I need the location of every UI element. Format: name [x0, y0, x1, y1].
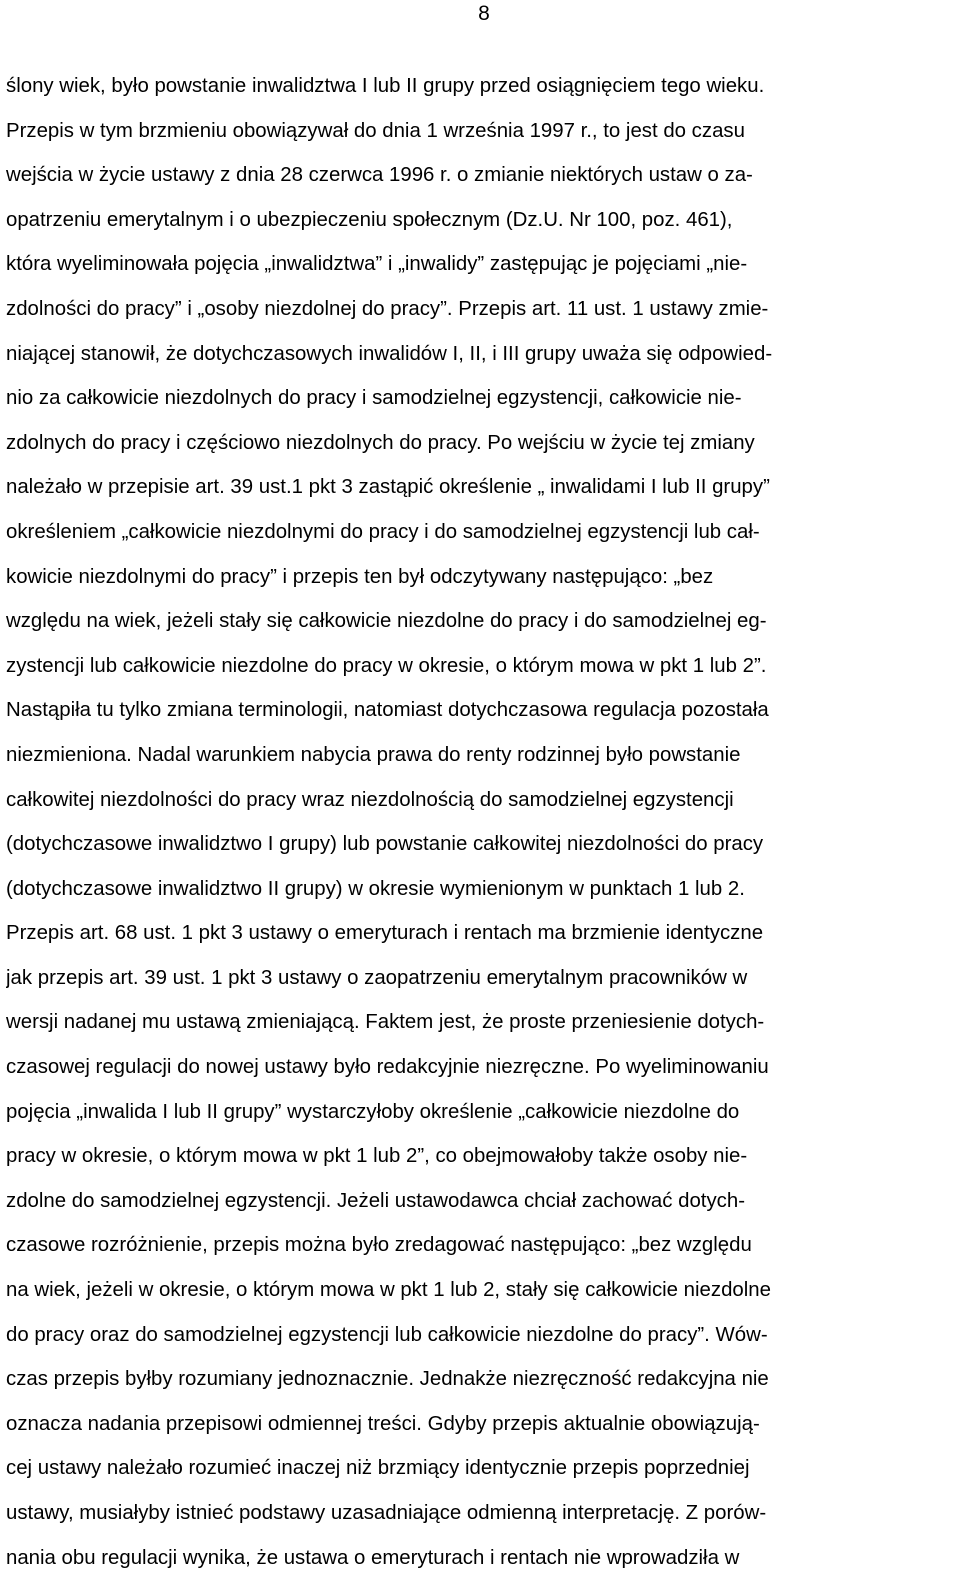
- text-line: względu na wiek, jeżeli stały się całkowicie niezdolne do pracy i do samodzielnej eg-: [6, 610, 767, 633]
- text-line: (dotychczasowe inwalidztwo I grupy) lub powstanie całkowitej niezdolności do pracy: [6, 833, 764, 856]
- text-line: Przepis art. 68 ust. 1 pkt 3 ustawy o emeryturach i rentach ma brzmienie identyczne: [6, 922, 764, 945]
- text-line: ślony wiek, było powstanie inwalidztwa I lub II grupy przed osiągnięciem tego wieku.: [6, 75, 765, 97]
- text-line: która wyeliminowała pojęcia „inwalidztwa” i „inwalidy” zastępując je pojęciami „nie-: [6, 253, 748, 276]
- text-line: do pracy oraz do samodzielnej egzystencji lub całkowicie niezdolne do pracy”. Wów-: [6, 1323, 768, 1346]
- text-line: pracy w okresie, o którym mowa w pkt 1 lub 2”, co obejmowałoby także osoby nie-: [6, 1145, 748, 1168]
- text-line: wersji nadanej mu ustawą zmieniającą. Faktem jest, że proste przeniesienie dotych-: [6, 1011, 765, 1034]
- text-line: zdolnych do pracy i częściowo niezdolnych do pracy. Po wejściu w życie tej zmiany: [6, 431, 755, 454]
- text-line: ustawy, musiałyby istnieć podstawy uzasadniające odmienną interpretację. Z porów-: [6, 1502, 767, 1524]
- text-line: na wiek, jeżeli w okresie, o którym mowa w pkt 1 lub 2, stały się całkowicie niezdolne: [6, 1279, 771, 1302]
- text-line: Nastąpiła tu tylko zmiana terminologii, natomiast dotychczasowa regulacja pozostała: [6, 699, 769, 722]
- text-line: wejścia w życie ustawy z dnia 28 czerwca 1996 r. o zmianie niektórych ustaw o za-: [6, 164, 753, 187]
- text-line: całkowitej niezdolności do pracy wraz niezdolnością do samodzielnej egzystencji: [6, 788, 734, 811]
- text-line: pojęcia „inwalida I lub II grupy” wystarczyłoby określenie „całkowicie niezdolne do: [6, 1100, 740, 1123]
- text-line: czasowe rozróżnienie, przepis można było zredagować następująco: „bez względu: [6, 1234, 752, 1257]
- text-line: Przepis w tym brzmieniu obowiązywał do dnia 1 września 1997 r., to jest do czasu: [6, 119, 745, 142]
- text-line: zystencji lub całkowicie niezdolne do pracy w okresie, o którym mowa w pkt 1 lub 2”.: [6, 654, 767, 677]
- body-text: [6, 64, 956, 1580]
- text-line: jak przepis art. 39 ust. 1 pkt 3 ustawy o zaopatrzeniu emerytalnym pracowników w: [6, 966, 748, 989]
- text-line: kowicie niezdolnymi do pracy” i przepis ten był odczytywany następująco: „bez: [6, 565, 714, 588]
- text-line: określeniem „całkowicie niezdolnymi do pracy i do samodzielnej egzystencji lub cał-: [6, 520, 760, 543]
- text-line: należało w przepisie art. 39 ust.1 pkt 3 zastąpić określenie „ inwalidami I lub II grupy”: [6, 476, 770, 499]
- text-line: oznacza nadania przepisowi odmiennej treści. Gdyby przepis aktualnie obowiązują-: [6, 1412, 760, 1435]
- text-line: zdolne do samodzielnej egzystencji. Jeżeli ustawodawca chciał zachować dotych-: [6, 1189, 745, 1212]
- text-line: zdolności do pracy” i „osoby niezdolnej do pracy”. Przepis art. 11 ust. 1 ustawy zmie-: [6, 297, 769, 320]
- text-line: niającej stanowił, że dotychczasowych inwalidów I, II, i III grupy uważa się odpowied-: [6, 342, 773, 365]
- text-line: nio za całkowicie niezdolnych do pracy i samodzielnej egzystencji, całkowicie nie-: [6, 387, 742, 410]
- text-line: nania obu regulacji wynika, że ustawa o emeryturach i rentach nie wprowadziła w: [6, 1546, 740, 1569]
- text-line: opatrzeniu emerytalnym i o ubezpieczeniu społecznym (Dz.U. Nr 100, poz. 461),: [6, 208, 733, 231]
- page-number: 8: [478, 2, 490, 25]
- text-line: cej ustawy należało rozumieć inaczej niż brzmiący identycznie przepis poprzedniej: [6, 1457, 750, 1480]
- text-line: niezmieniona. Nadal warunkiem nabycia prawa do renty rodzinnej było powstanie: [6, 743, 741, 766]
- text-line: (dotychczasowe inwalidztwo II grupy) w okresie wymienionym w punktach 1 lub 2.: [6, 877, 745, 900]
- text-line: czas przepis byłby rozumiany jednoznacznie. Jednakże niezręczność redakcyjna nie: [6, 1368, 769, 1391]
- text-line: czasowej regulacji do nowej ustawy było redakcyjnie niezręczne. Po wyeliminowaniu: [6, 1056, 769, 1079]
